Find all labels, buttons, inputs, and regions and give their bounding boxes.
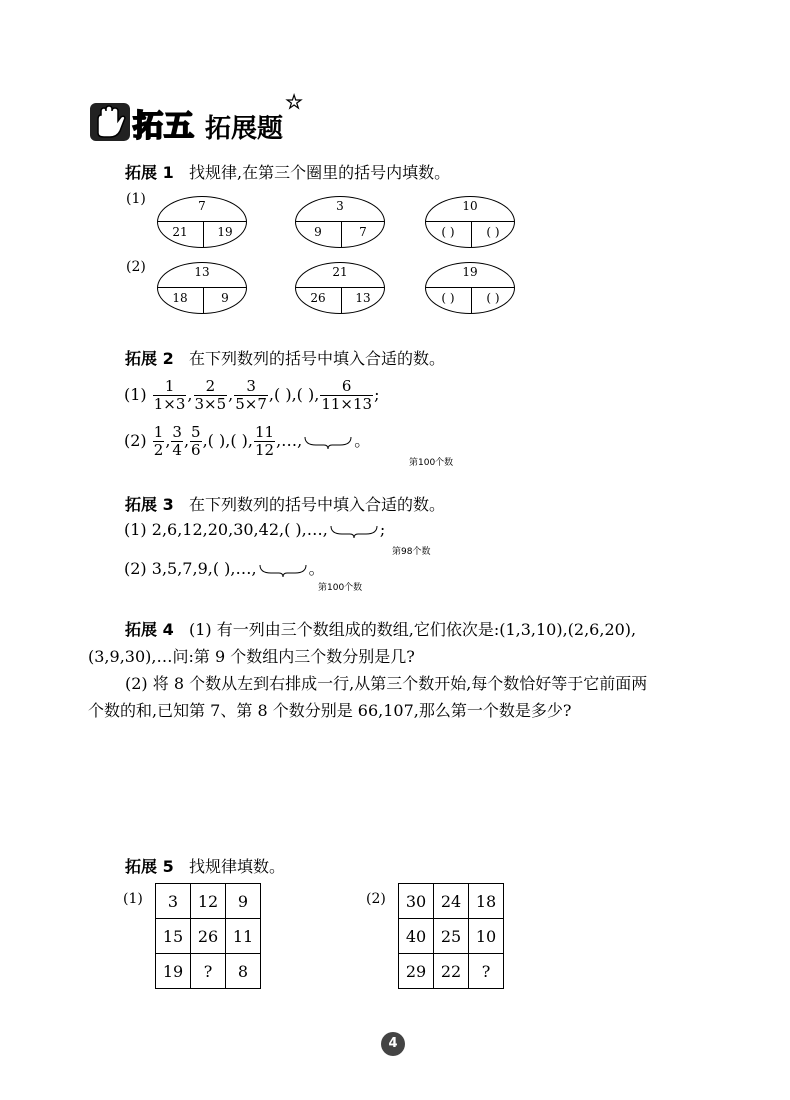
oval-left-blank: ( ) (441, 291, 455, 305)
oval-right-blank: ( ) (486, 291, 500, 305)
oval (295, 196, 385, 248)
section-3-label: 拓展 3 (125, 495, 174, 514)
answer-blanks: ,( ),( ), (268, 385, 320, 404)
section-1-label: 拓展 1 (125, 163, 174, 182)
problem-mark: (2) (124, 431, 147, 450)
section-2-heading (125, 346, 445, 372)
problem-mark: (2) (124, 559, 147, 578)
grid-cell: 29 (399, 954, 434, 989)
grid-cell: ? (191, 954, 226, 989)
answer-blanks: ,( ),( ), (202, 431, 253, 450)
fraction (153, 424, 165, 459)
oval (295, 262, 385, 314)
oval-right: 19 (217, 225, 233, 239)
denominator: 11×13 (321, 395, 373, 413)
brace-blank (257, 563, 309, 577)
sequence: 3,5,7,9,( ),…, (151, 559, 257, 578)
grid-cell: 30 (399, 884, 434, 919)
section-4-line-4: 个数的和,已知第 7、第 8 个数分别是 66,107,那么第一个数是多少? (88, 701, 572, 720)
denominator: 5×7 (235, 395, 267, 413)
grid-cell: 24 (434, 884, 469, 919)
grid-cell: 18 (469, 884, 504, 919)
oval-right: 7 (359, 225, 367, 239)
grid-1-mark: (1) (123, 891, 143, 907)
oval-top: 7 (198, 199, 206, 213)
end-punct: ; (374, 385, 380, 404)
fraction (194, 378, 228, 413)
section-4-label: 拓展 4 (125, 620, 174, 639)
end-punct: 。 (354, 431, 371, 450)
section-1-heading (125, 160, 450, 186)
fraction (234, 378, 268, 413)
fraction (320, 378, 373, 413)
numerator: 1 (164, 377, 175, 395)
oval-right-blank: ( ) (486, 225, 500, 239)
ellipsis: ,…, (276, 431, 303, 450)
oval (157, 262, 247, 314)
oval (425, 262, 515, 314)
denominator: 1×3 (153, 395, 186, 413)
section-logo-text: 拓五 (133, 109, 195, 144)
denominator: 3×5 (194, 395, 227, 413)
problem-text: (1) 有一列由三个数组成的数组,它们依次是:(1,3,10),(2,6,20), (188, 620, 637, 639)
section-2-text: 在下列数列的括号中填入合适的数。 (188, 349, 445, 368)
fraction (153, 378, 187, 413)
grid-cell: 11 (226, 919, 261, 954)
section-2-label: 拓展 2 (125, 349, 174, 368)
section-4-line-3: (2) 将 8 个数从左到右排成一行,从第三个数开始,每个数恰好等于它前面两 (125, 674, 648, 693)
oval (157, 196, 247, 248)
s2-problem-2: (2) $\frac{1}{2}$ , $\frac{3}{4}$ , $\frac{5}{6}$ ,( ),( ), $\frac{11}{12}$ ,…, 。 (124, 423, 371, 459)
brace-label: 第98个数 (392, 547, 431, 557)
oval-top: 3 (336, 199, 344, 213)
number-grid-1 (155, 883, 261, 989)
problem-mark: (1) (124, 520, 147, 539)
brace-blank (328, 524, 380, 538)
section-5-text: 找规律填数。 (188, 857, 285, 876)
oval-left: 18 (172, 291, 188, 305)
grid-2-mark: (2) (366, 891, 386, 907)
page-number: 4 (381, 1032, 405, 1056)
numerator: 3 (172, 423, 182, 441)
denominator: 12 (255, 441, 275, 459)
section-3-heading (125, 492, 445, 518)
number-grid-2 (398, 883, 504, 989)
brace-label: 第100个数 (318, 583, 363, 593)
oval-top: 19 (462, 265, 478, 279)
numerator: 2 (205, 377, 216, 395)
section-3-text: 在下列数列的括号中填入合适的数。 (188, 495, 445, 514)
numerator: 1 (153, 423, 164, 441)
numerator: 5 (191, 423, 201, 441)
oval-left-blank: ( ) (441, 225, 455, 239)
grid-cell: ? (469, 954, 504, 989)
oval-left: 26 (310, 291, 326, 305)
oval-left: 21 (172, 225, 188, 239)
section-5-label: 拓展 5 (125, 857, 174, 876)
oval-right: 9 (221, 291, 229, 305)
grid-cell: 26 (191, 919, 226, 954)
s1-row1-mark: (1) (126, 191, 146, 207)
sequence: 2,6,12,20,30,42,( ),…, (151, 520, 328, 539)
denominator: 4 (172, 441, 182, 459)
grid-cell: 3 (156, 884, 191, 919)
denominator: 2 (153, 441, 164, 459)
fraction (171, 424, 183, 459)
grid-cell: 12 (191, 884, 226, 919)
oval-top: 10 (462, 199, 478, 213)
fraction (190, 424, 202, 459)
s3-problem-1 (124, 520, 385, 539)
oval-top: 21 (332, 265, 348, 279)
grid-cell: 9 (226, 884, 261, 919)
grid-cell: 10 (469, 919, 504, 954)
brace-label: 第100个数 (409, 458, 454, 468)
s3-problem-2 (124, 556, 325, 579)
numerator: 3 (246, 377, 256, 395)
problem-mark: (1) (124, 385, 147, 404)
end-punct: 。 (308, 559, 325, 578)
hand-logo-icon (90, 103, 130, 141)
grid-cell: 8 (226, 954, 261, 989)
oval-left: 9 (314, 225, 322, 239)
s2-problem-1: (1) $\frac{1}{1\times 3}$ , $\frac{2}{3\times 5}$ , $\frac{3}{5\times 7}$ ,( ),( ), $\frac{6}{11\times 13}$ ; (124, 377, 380, 413)
oval-top: 13 (194, 265, 210, 279)
section-4-line-1 (125, 617, 636, 643)
numerator: 11 (255, 423, 275, 441)
grid-cell: 40 (399, 919, 434, 954)
grid-cell: 22 (434, 954, 469, 989)
fraction (254, 424, 275, 459)
s1-row2-mark: (2) (126, 259, 146, 275)
grid-cell: 19 (156, 954, 191, 989)
section-1-text: 找规律,在第三个圈里的括号内填数。 (188, 163, 451, 182)
page-title: 拓展题 (205, 114, 284, 144)
brace-blank (302, 435, 354, 449)
oval-right: 13 (355, 291, 371, 305)
section-4-line-2: (3,9,30),…问:第 9 个数组内三个数分别是几? (88, 647, 415, 666)
grid-cell: 25 (434, 919, 469, 954)
numerator: 6 (341, 377, 352, 395)
oval (425, 196, 515, 248)
end-punct: ; (379, 520, 386, 539)
star-icon: ★ (286, 92, 303, 113)
section-5-heading (125, 854, 285, 880)
denominator: 6 (191, 441, 201, 459)
grid-cell: 15 (156, 919, 191, 954)
